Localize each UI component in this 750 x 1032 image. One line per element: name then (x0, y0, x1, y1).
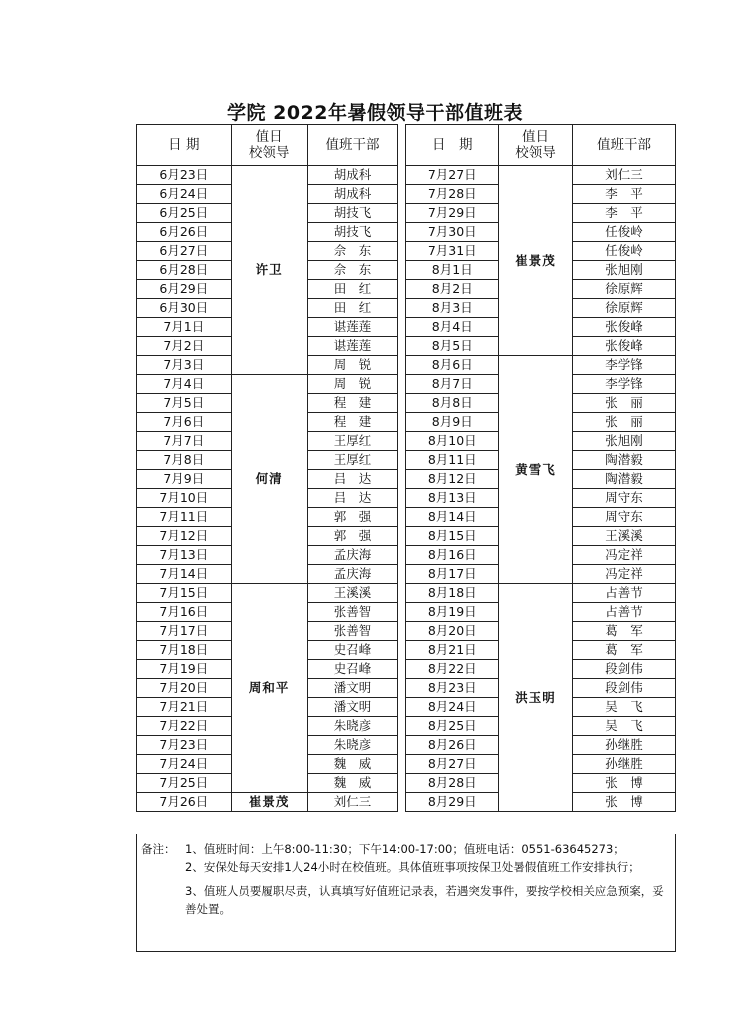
date-cell-right: 8月12日 (406, 470, 499, 489)
table-row (137, 679, 676, 698)
table-row (137, 223, 676, 242)
duty-cell-right: 李 平 (573, 204, 676, 223)
duty-cell: 周 锐 (307, 375, 398, 394)
duty-cell-right: 刘仁三 (573, 166, 676, 185)
date-cell: 7月17日 (137, 622, 232, 641)
table-row (137, 489, 676, 508)
table-row (137, 508, 676, 527)
date-cell: 6月23日 (137, 166, 232, 185)
duty-cell-right: 张俊峰 (573, 337, 676, 356)
column-gap (398, 698, 406, 717)
table-row (137, 318, 676, 337)
column-gap (398, 489, 406, 508)
date-cell-right: 8月9日 (406, 413, 499, 432)
duty-cell: 谌莲莲 (307, 318, 398, 337)
column-gap (398, 470, 406, 489)
duty-cell: 胡成科 (307, 185, 398, 204)
duty-cell-right: 徐原辉 (573, 280, 676, 299)
duty-cell-right: 张俊峰 (573, 318, 676, 337)
table-row (137, 261, 676, 280)
duty-cell: 史召峰 (307, 660, 398, 679)
header-leader-right-line1: 值日 (522, 129, 550, 145)
notes-label: 备注： (141, 842, 176, 856)
duty-cell-right: 冯定祥 (573, 546, 676, 565)
table-row (137, 299, 676, 318)
duty-cell: 佘 东 (307, 242, 398, 261)
column-gap (398, 717, 406, 736)
date-cell: 6月30日 (137, 299, 232, 318)
date-cell-right: 8月1日 (406, 261, 499, 280)
duty-cell: 郭 强 (307, 508, 398, 527)
duty-cell-right: 张 丽 (573, 394, 676, 413)
date-cell-right: 7月27日 (406, 166, 499, 185)
date-cell: 7月10日 (137, 489, 232, 508)
duty-cell-right: 葛 军 (573, 641, 676, 660)
duty-cell-right: 张旭刚 (573, 432, 676, 451)
date-cell-right: 8月7日 (406, 375, 499, 394)
date-cell: 7月15日 (137, 584, 232, 603)
table-row (137, 736, 676, 755)
column-gap (398, 299, 406, 318)
column-gap (398, 736, 406, 755)
leader-cell-right: 洪玉明 (499, 584, 573, 812)
date-cell-right: 7月31日 (406, 242, 499, 261)
leader-cell-right: 黄雪飞 (499, 356, 573, 584)
table-row (137, 603, 676, 622)
table-row (137, 432, 676, 451)
column-gap (398, 793, 406, 812)
date-cell-right: 8月28日 (406, 774, 499, 793)
duty-cell: 胡成科 (307, 166, 398, 185)
date-cell-right: 8月10日 (406, 432, 499, 451)
column-gap (398, 394, 406, 413)
duty-cell: 田 红 (307, 299, 398, 318)
column-gap (398, 584, 406, 603)
table-body (137, 166, 676, 812)
duty-cell-right: 张旭刚 (573, 261, 676, 280)
duty-cell: 谌莲莲 (307, 337, 398, 356)
date-cell: 6月28日 (137, 261, 232, 280)
duty-cell-right: 张 博 (573, 793, 676, 812)
column-gap (398, 432, 406, 451)
duty-cell-right: 王溪溪 (573, 527, 676, 546)
date-cell: 6月27日 (137, 242, 232, 261)
duty-cell-right: 吴 飞 (573, 717, 676, 736)
table-row (137, 717, 676, 736)
duty-cell: 佘 东 (307, 261, 398, 280)
duty-cell-right: 李学锋 (573, 375, 676, 394)
table-row (137, 470, 676, 489)
duty-cell-right: 张 博 (573, 774, 676, 793)
duty-cell-right: 周守东 (573, 489, 676, 508)
date-cell: 6月26日 (137, 223, 232, 242)
column-gap (398, 603, 406, 622)
table-row (137, 337, 676, 356)
date-cell: 6月29日 (137, 280, 232, 299)
duty-cell: 周 锐 (307, 356, 398, 375)
duty-cell-right: 任俊岭 (573, 223, 676, 242)
date-cell: 7月7日 (137, 432, 232, 451)
table-row (137, 546, 676, 565)
column-gap (398, 375, 406, 394)
duty-cell: 潘文明 (307, 698, 398, 717)
column-gap (398, 622, 406, 641)
duty-cell: 胡技飞 (307, 204, 398, 223)
date-cell: 7月19日 (137, 660, 232, 679)
duty-cell: 魏 威 (307, 774, 398, 793)
column-gap (398, 641, 406, 660)
duty-cell-right: 孙继胜 (573, 736, 676, 755)
duty-cell-right: 吴 飞 (573, 698, 676, 717)
duty-cell: 吕 达 (307, 470, 398, 489)
duty-cell: 田 红 (307, 280, 398, 299)
date-cell: 6月25日 (137, 204, 232, 223)
date-cell: 7月13日 (137, 546, 232, 565)
duty-cell-right: 任俊岭 (573, 242, 676, 261)
column-gap (398, 508, 406, 527)
table-row (137, 451, 676, 470)
column-gap (398, 337, 406, 356)
duty-cell: 程 建 (307, 394, 398, 413)
duty-cell-right: 孙继胜 (573, 755, 676, 774)
date-cell: 6月24日 (137, 185, 232, 204)
table-row (137, 166, 676, 185)
table-row (137, 242, 676, 261)
table-row (137, 204, 676, 223)
date-cell-right: 8月4日 (406, 318, 499, 337)
date-cell: 7月20日 (137, 679, 232, 698)
table-row (137, 774, 676, 793)
header-leader-line2: 校领导 (248, 145, 290, 161)
table-row (137, 641, 676, 660)
duty-cell: 胡技飞 (307, 223, 398, 242)
table-row (137, 755, 676, 774)
date-cell: 7月1日 (137, 318, 232, 337)
date-cell: 7月14日 (137, 565, 232, 584)
table-row (137, 698, 676, 717)
date-cell: 7月8日 (137, 451, 232, 470)
date-cell-right: 8月16日 (406, 546, 499, 565)
date-cell-right: 8月11日 (406, 451, 499, 470)
date-cell: 7月5日 (137, 394, 232, 413)
duty-cell-right: 葛 军 (573, 622, 676, 641)
date-cell: 7月16日 (137, 603, 232, 622)
table-row (137, 280, 676, 299)
date-cell-right: 8月19日 (406, 603, 499, 622)
duty-cell-right: 陶潜毅 (573, 470, 676, 489)
header-date: 日 期 (137, 125, 232, 166)
column-gap (398, 451, 406, 470)
date-cell-right: 8月6日 (406, 356, 499, 375)
duty-cell-right: 占善节 (573, 584, 676, 603)
date-cell-right: 7月28日 (406, 185, 499, 204)
date-cell: 7月18日 (137, 641, 232, 660)
date-cell: 7月12日 (137, 527, 232, 546)
leader-cell-right: 崔景茂 (499, 166, 573, 356)
date-cell-right: 8月15日 (406, 527, 499, 546)
date-cell-right: 8月17日 (406, 565, 499, 584)
duty-cell: 郭 强 (307, 527, 398, 546)
header-row (137, 125, 676, 166)
column-gap (398, 261, 406, 280)
duty-cell-right: 李学锋 (573, 356, 676, 375)
duty-cell: 张善智 (307, 603, 398, 622)
table-row (137, 394, 676, 413)
duty-cell-right: 陶潜毅 (573, 451, 676, 470)
duty-cell: 张善智 (307, 622, 398, 641)
date-cell-right: 8月26日 (406, 736, 499, 755)
header-leader-right (499, 125, 573, 166)
date-cell: 7月22日 (137, 717, 232, 736)
table-row (137, 413, 676, 432)
date-cell-right: 7月30日 (406, 223, 499, 242)
date-cell-right: 8月13日 (406, 489, 499, 508)
column-gap (398, 356, 406, 375)
note-1: 1、值班时间：上午8:00-11:30；下午14:00-17:00；值班电话：0551-63645273； (185, 842, 625, 856)
duty-cell: 潘文明 (307, 679, 398, 698)
duty-cell-right: 徐原辉 (573, 299, 676, 318)
header-duty: 值班干部 (307, 125, 398, 166)
duty-cell-right: 张 丽 (573, 413, 676, 432)
date-cell: 7月21日 (137, 698, 232, 717)
table-row (137, 660, 676, 679)
date-cell: 7月2日 (137, 337, 232, 356)
column-gap (398, 755, 406, 774)
duty-cell: 史召峰 (307, 641, 398, 660)
date-cell: 7月26日 (137, 793, 232, 812)
note-3: 3、值班人员要履职尽责，认真填写好值班记录表，若遇突发事件，要按学校相关应急预案，妥善处置。 (185, 884, 664, 916)
duty-cell: 刘仁三 (307, 793, 398, 812)
column-gap (398, 185, 406, 204)
header-duty-right: 值班干部 (573, 125, 676, 166)
duty-cell: 魏 威 (307, 755, 398, 774)
date-cell-right: 7月29日 (406, 204, 499, 223)
table-row (137, 565, 676, 584)
date-cell: 7月23日 (137, 736, 232, 755)
column-gap (398, 125, 406, 166)
header-date-right: 日 期 (406, 125, 499, 166)
column-gap (398, 413, 406, 432)
column-gap (398, 242, 406, 261)
date-cell-right: 8月23日 (406, 679, 499, 698)
date-cell-right: 8月27日 (406, 755, 499, 774)
column-gap (398, 204, 406, 223)
date-cell: 7月25日 (137, 774, 232, 793)
column-gap (398, 280, 406, 299)
duty-cell: 王厚红 (307, 432, 398, 451)
column-gap (398, 527, 406, 546)
duty-cell: 王溪溪 (307, 584, 398, 603)
table-row (137, 356, 676, 375)
duty-table (136, 124, 676, 812)
date-cell-right: 8月18日 (406, 584, 499, 603)
duty-cell: 朱晓彦 (307, 736, 398, 755)
date-cell: 7月9日 (137, 470, 232, 489)
date-cell-right: 8月3日 (406, 299, 499, 318)
date-cell: 7月6日 (137, 413, 232, 432)
date-cell-right: 8月20日 (406, 622, 499, 641)
duty-cell-right: 冯定祥 (573, 565, 676, 584)
column-gap (398, 166, 406, 185)
duty-cell: 孟庆海 (307, 546, 398, 565)
duty-cell: 孟庆海 (307, 565, 398, 584)
duty-cell-right: 段剑伟 (573, 679, 676, 698)
date-cell-right: 8月14日 (406, 508, 499, 527)
duty-cell-right: 占善节 (573, 603, 676, 622)
leader-cell: 崔景茂 (231, 793, 307, 812)
date-cell: 7月24日 (137, 755, 232, 774)
date-cell-right: 8月29日 (406, 793, 499, 812)
leader-cell: 何清 (231, 375, 307, 584)
table-row (137, 622, 676, 641)
date-cell-right: 8月8日 (406, 394, 499, 413)
column-gap (398, 223, 406, 242)
column-gap (398, 565, 406, 584)
column-gap (398, 546, 406, 565)
duty-cell: 王厚红 (307, 451, 398, 470)
date-cell-right: 8月5日 (406, 337, 499, 356)
header-leader-line1: 值日 (255, 129, 283, 145)
date-cell: 7月11日 (137, 508, 232, 527)
header-leader (231, 125, 307, 166)
date-cell-right: 8月24日 (406, 698, 499, 717)
table-row (137, 527, 676, 546)
leader-cell: 周和平 (231, 584, 307, 793)
date-cell-right: 8月25日 (406, 717, 499, 736)
notes-box (136, 834, 676, 952)
duty-cell-right: 李 平 (573, 185, 676, 204)
date-cell-right: 8月2日 (406, 280, 499, 299)
duty-cell-right: 周守东 (573, 508, 676, 527)
column-gap (398, 774, 406, 793)
page-title: 学院 2022年暑假领导干部值班表 (227, 102, 523, 124)
date-cell-right: 8月21日 (406, 641, 499, 660)
table-row (137, 375, 676, 394)
date-cell: 7月4日 (137, 375, 232, 394)
duty-cell-right: 段剑伟 (573, 660, 676, 679)
duty-cell: 朱晓彦 (307, 717, 398, 736)
duty-cell: 吕 达 (307, 489, 398, 508)
column-gap (398, 318, 406, 337)
leader-cell: 许卫 (231, 166, 307, 375)
date-cell: 7月3日 (137, 356, 232, 375)
column-gap (398, 660, 406, 679)
table-row (137, 793, 676, 812)
duty-cell: 程 建 (307, 413, 398, 432)
table-row (137, 584, 676, 603)
date-cell-right: 8月22日 (406, 660, 499, 679)
header-leader-right-line2: 校领导 (515, 145, 556, 161)
note-2: 2、安保处每天安排1人24小时在校值班。具体值班事项按保卫处暑假值班工作安排执行； (185, 860, 640, 874)
table-row (137, 185, 676, 204)
column-gap (398, 679, 406, 698)
